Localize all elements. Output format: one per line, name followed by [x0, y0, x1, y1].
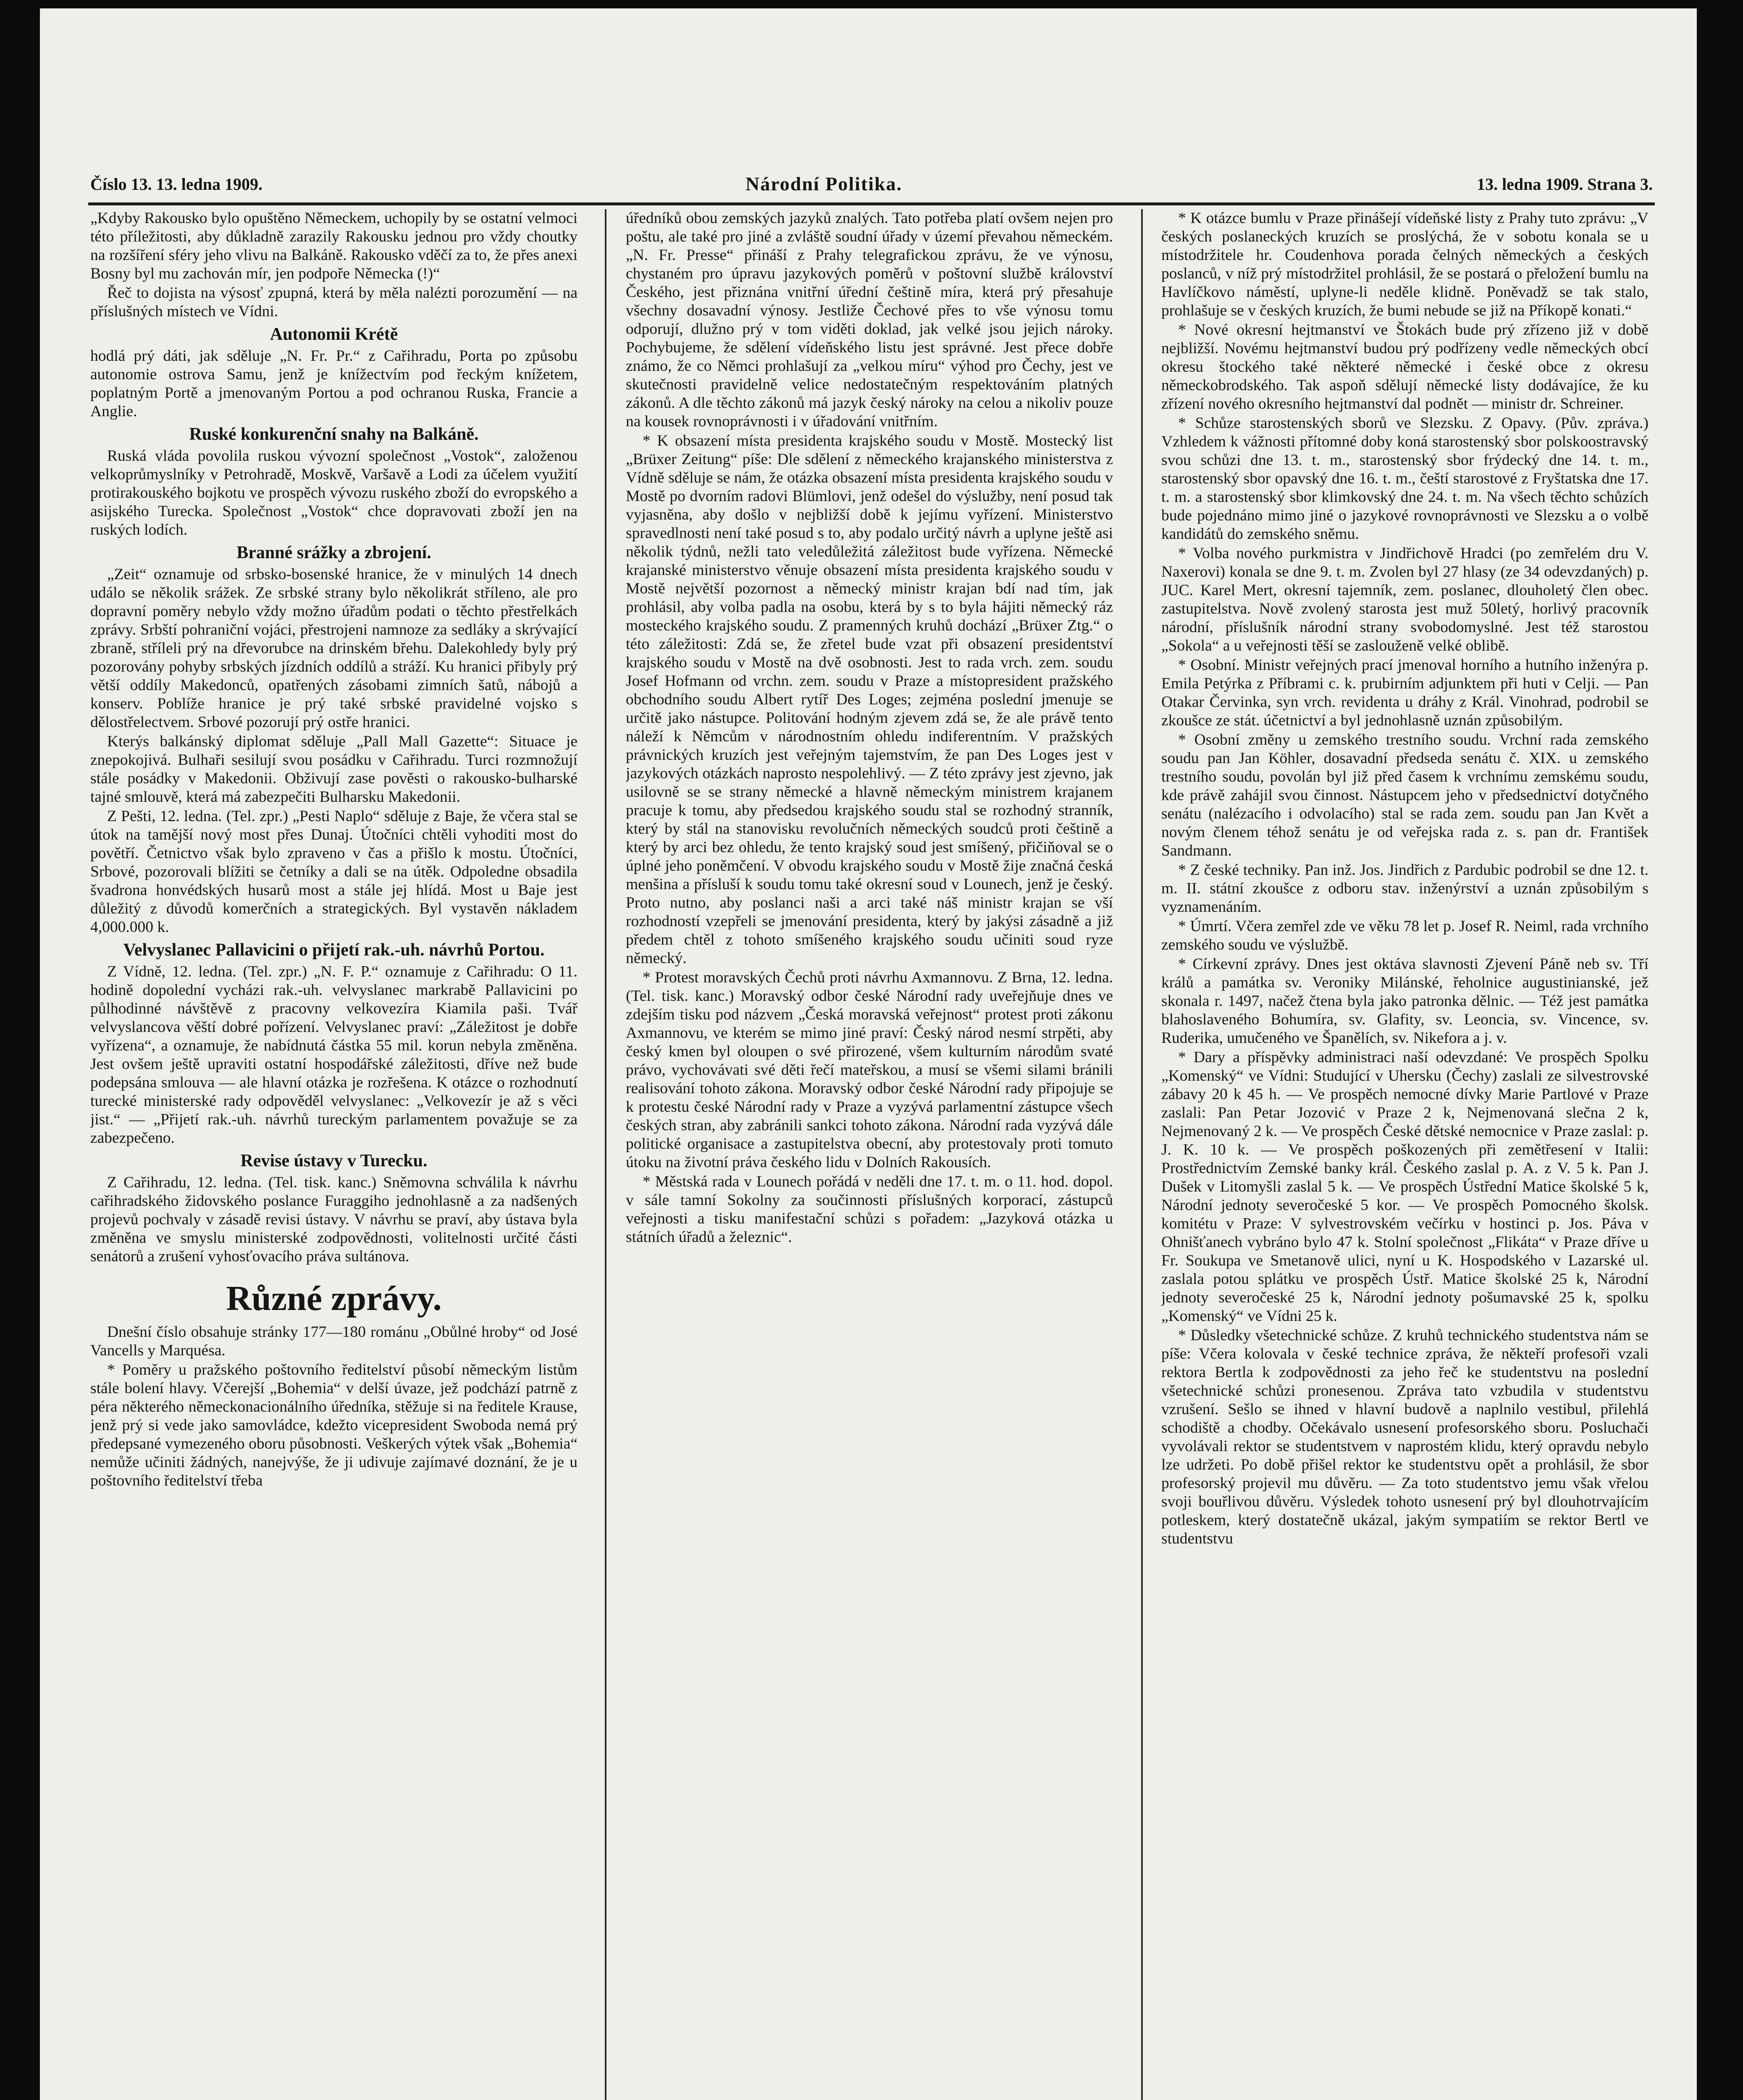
column-divider: [1141, 209, 1143, 2100]
article-text: * Důsledky všetechnické schůze. Z kruhů technického studentstva nám se píše: Včera kolovala v české technice zpráva, že někteří profesoři vzali rektora Bertla k zodpovědnosti za jeho řeč ke studentstvu na poslední všetechnické schůzi pronesenou. Zpráva tato vzbudila v studentstvu vzrušení. Sešlo se ihned v hlavní budově a naplnilo vestibul, přilehlá schodiště a chodby. Očekávalo usnesení profesorského sboru. Posluchači vyvolávali rektor se studentstvem v naprostém klidu, který opravdu nebylo lze udržeti. Po době přišel rektor ke studentstvu opět a prohlásil, že sbor profesorský projevil mu důvěru. — Za toto studentstvo jemu však vřelou svoji bouřlivou důvěru. Výsledek tohoto usnesení prý byl dlouhotrvajícím potleskem, který dostatečně ukázal, jakým sympatiím se rektor Bertl ve studentstvu: [1161, 1327, 1648, 1547]
article-text: Z Cařihradu, 12. ledna. (Tel. tisk. kanc.) Sněmovna schválila k návrhu cařihradského židovského poslance Furaggiho jednohlasně a za nadšených projevů pochvaly v zásadě revisi ústavy. V návrhu se praví, aby ústava byla změněna ve smyslu ministerské zodpovědnosti, volitelnosti určité části senátorů a zrušení vyhosťovacího práva sultánova.: [90, 1174, 578, 1265]
article-text: Ruská vláda povolila ruskou vývozní společnost „Vostok“, založenou velkoprůmyslníky v Petrohradě, Moskvě, Varšavě a Lodi za účelem využití protirakouského bojkotu ve prospěch vývozu ruského zboží do evropského a asijského Turecka. Společnost „Vostok“ chce dopravovati zboží jen na ruských lodích.: [90, 447, 578, 538]
article-text: * Úmrtí. Včera zemřel zde ve věku 78 let p. Josef R. Neiml, rada vrchního zemského soudu ve výslužbě.: [1161, 918, 1648, 953]
article-text: * Dary a příspěvky administraci naší odevzdané: Ve prospěch Spolku „Komenský“ ve Vídni: Studující v Uhersku (Čechy) zaslali ze silvestrovské zábavy 20 k 45 h. — Ve prospěch nemocné dívky Marie Partlové v Praze zaslali: Pan Petar Jozović v Praze 2 k, Nejmenovaná slečna 2 k, Nejmenovaný 2 k. — Ve prospěch České dětské nemocnice v Praze zaslal: p. J. K. 10 k. — Ve prospěch poškozených při zemětřesení v Italii: Prostřednictvím Zemské banky král. Českého zaslal p. A. z V. 5 k. Pan J. Dušek v Litomyšli zaslal 5 k. — Ve prospěch Ústřední Matice školské 5 k, Národní jednoty severočeské 5 kor. — Ve prospěch Pomocného školsk. komitétu v Praze: V sylvestrovském večírku v hostinci p. Jos. Páva v Ohnišťanech vybráno bylo 47 k. Stolní společnost „Flikáta“ v Praze dříve u Fr. Soukupa ve Smetanově ulici, nyní u K. Hospodského v Lazarské ul. zaslala potou splátku ve prospěch Ústř. Matice školské 25 k, Národní jednoty severočeské 25 k, Národní jednoty pošumavské 25 k, spolku „Komenský“ ve Vídni 25 k.: [1161, 1049, 1648, 1325]
article-heading: Ruské konkurenční snahy na Balkáně.: [189, 425, 479, 444]
article-text: * Nové okresní hejtmanství ve Štokách bude prý zřízeno již v době nejbližší. Novému hejtmanství budou prý podřízeny vedle německých obcí okresu štockého také některé německé i české obce z okresu německobrodského. Tak aspoň sdělují německé listy dodávajíce, že ku zřízení nového okresního hejtmanství dal podnět — ministr dr. Schreiner.: [1161, 321, 1648, 412]
article-text: * Církevní zprávy. Dnes jest oktáva slavnosti Zjevení Páně neb sv. Tří králů a památka sv. Veroniky Milánské, řeholnice augustinianské, jež skonala r. 1497, načež čtena byla jako patronka dělnic. — Též jest památka blahoslaveného Bohumíra, sv. Glafity, sv. Leoncia, sv. Vincence, sv. Ruderika, umučeného ve Španělích, sv. Nikefora a j. v.: [1161, 956, 1648, 1047]
column-2: [626, 209, 1113, 2100]
article-text: úředníků obou zemských jazyků znalých. Tato potřeba platí ovšem nejen pro poštu, ale také pro jiné a zvláště soudní úřady v území převahou německém. „N. Fr. Presse“ přináší z Prahy telegrafickou zprávu, že ve výnosu, chystaném pro úpravu jazykových poměrů v poštovní službě království Českého, jest přiznána vnitřní úřední češtině míra, která prý přesahuje všechny dosavadní výnosy. Jestliže Čechové přes to vše výnosu tomu odporují, dlužno prý v tom viděti doklad, jak velké jsou jejich nároky. Pochybujeme, že sdělení vídeňského listu jest správné. Jest přece dobře známo, že co Němci prohlašují za „velkou míru“ výhod pro Čechy, jest ve skutečnosti pravidelně velice nedostatečným respektováním platných zákonů. A dle těchto zákonů má jazyk český nároky na celou a nikoliv pouze na kousek rovnoprávnosti i v úřadování vnitřním.: [626, 210, 1113, 430]
article-text: * Volba nového purkmistra v Jindřichově Hradci (po zemřelém dru V. Naxerovi) konala se dne 9. t. m. Zvolen byl 27 hlasy (ze 34 odevzdaných) p. JUC. Karel Mert, okresní tajemník, zem. poslanec, dlouholetý člen obec. zastupitelstva. Nově zvolený starosta jest muž 50letý, horlivý pracovník národní, příslušník národní strany svobodomyslné. Jest též starostou „Sokola“ a u veřejnosti těší se zaslouženě velké oblibě.: [1161, 545, 1648, 654]
article-text: * Městská rada v Lounech pořádá v neděli dne 17. t. m. o 11. hod. dopol. v sále tamní Sokolny za součinnosti příslušných korporací, zástupců veřejnosti a tisku manifestační schůzi s pořadem: „Jazyková otázka u státních úřadů a železnic“.: [626, 1173, 1113, 1246]
article-text: „Kdyby Rakousko bylo opuštěno Německem, uchopily by se ostatní velmoci této příležitosti, aby důkladně zarazily Rakousku jednou pro vždy choutky na rozšíření sféry jeho vlivu na Balkáně. Rakousko vděčí za to, že přes anexi Bosny byl mu zachován mír, jen podpoře Německa (!)“: [90, 210, 578, 282]
article-text: * Osobní. Ministr veřejných prací jmenoval horního a hutního inženýra p. Emila Petýrka z Příbrami c. k. prubirním adjunktem při huti v Celji. — Pan Otakar Červinka, syn vrch. revidenta u dráhy z Král. Vinohrad, podrobil se zkoušce ze stát. účetnictví a byl jednohlasně uznán způsobilým.: [1161, 656, 1648, 729]
article-text: Dnešní číslo obsahuje stránky 177—180 románu „Obůlné hroby“ od José Vancells y Marquésa.: [90, 1323, 578, 1359]
column-1: [90, 209, 578, 2100]
article-text: „Zeit“ oznamuje od srbsko-bosenské hranice, že v minulých 14 dnech událo se několik srážek. Ze srbské strany bylo několikrát stříleno, ale pro dopravní poměry nebylo vždy možno úřadům podati o těchto přestřelkách zprávy. Srbští pohraniční vojáci, přestrojeni namnoze za sedláky a skrývající zbraně, stříleli prý na dřevorubce na drinském břehu. Dalekohledy byly prý pozorovány pohyby srbských jízdních oddílů a stráží. Ku hranici přibyly prý větší oddíly Makedonců, opatřených zásobami zimních šatů, nábojů a konserv. Poblíže hranice je prý také srbské pravidelné vojsko s dělostřelectvem. Srbové pozorují prý ostře hranici.: [90, 566, 578, 731]
article-text: * Z české techniky. Pan inž. Jos. Jindřich z Pardubic podrobil se dne 12. t. m. II. státní zkoušce z odboru stav. inženýrství a uznán způsobilým s vyznamenáním.: [1161, 861, 1648, 916]
article-text: * K obsazení místa presidenta krajského soudu v Mostě. Mostecký list „Brüxer Zeitung“ píše: Dle sdělení z německého krajanského ministerstva z Vídně sděluje se nám, že otázka obsazení místa presidenta krajského soudu v Mostě po dvorním radovi Blümlovi, jenž odešel do výslužby, není posud tak vyjasněna, aby došlo v nejbližší době k jejímu vyřízení. Ministerstvo spravedlnosti není také posud s to, aby podalo určitý návrh a uplyne ještě asi několik týdnů, nežli tato veledůležitá záležitost bude vyřízena. Německé krajanské ministerstvo věnuje obsazení místa presidenta krajského soudu v Mostě největší pozornost a německý ministr krajan bdí nad tím, jak prohlásil, aby volba padla na osobu, která by s to byla hájiti německý ráz mosteckého krajského soudu. Z pramenných kruhů dochází „Brüxer Ztg.“ o této záležitosti: Zdá se, že zřetel bude vzat při obsazení presidentství krajského soudu v Mostě na dvě osobnosti. Jest to rada vrch. zem. soudu Josef Hofmann od vrchn. zem. soudu v Praze a místopresident pražského obchodního soudu Albert rytíř Des Loges; zejména poslední jmenuje se určitě jako nástupce. Politování hodným zjevem zdá se, že ale právě tento náleží k Němcům v národnostním ohledu indiferentním. V pražských právnických kruzích jest veřejným tajemstvím, že pan Des Loges jest v jazykových otázkách naprosto nespolehlivý. — Z této zprávy jest zjevno, jak usilovně se se strany německé a hlavně německým ministrem krajanem pracuje k tomu, aby předsedou krajského soudu stal se rozhodný stranník, který by stál na stanovisku revolučních německých soudců proti češtině a který by arci bez ohledu, že tento krajský soud jest smíšený, přičiňoval se o úplné jeho poněmčení. V obvodu krajského soudu v Mostě žije značná česká menšina a přísluší k soudu tomu také okresní soud v Lounech, jenž je český. Proto nutno, aby poslanci naši a arci také náš ministr krajan se vší rozhodností vzepřeli se jmenování presidenta, který by jakýsi zásadně a již předem chtěl z tohoto smíšeného krajského soudu učiniti soud ryze německý.: [626, 432, 1113, 967]
article-heading: Autonomii Krétě: [270, 325, 398, 344]
column-divider: [605, 209, 606, 2100]
article-heading: Revise ústavy v Turecku.: [240, 1151, 428, 1171]
newspaper-page: [40, 8, 1697, 2100]
section-heading: Různé zprávy.: [226, 1279, 442, 1318]
article-text: Řeč to dojista na výsosť zpupná, která by měla nalézti porozumění — na příslušných místech ve Vídni.: [90, 284, 578, 320]
article-heading: Velvyslanec Pallavicini o přijetí rak.-uh. návrhů Portou.: [123, 940, 545, 960]
column-3: [1161, 209, 1648, 2100]
article-text: Kterýs balkánský diplomat sděluje „Pall Mall Gazette“: Situace je znepokojivá. Bulhaři sesilují svou posádku v Cařihradu. Turci rozmnožují stále posádky v Makedonii. Obživují zase pověsti o rakousko-bulharské tajné smlouvě, která má zabezpečiti Bulharsku Makedonii.: [90, 733, 578, 806]
page-header: [90, 174, 1653, 200]
article-heading: Branné srážky a zbrojení.: [236, 543, 431, 562]
article-text: * Protest moravských Čechů proti návrhu Axmannovu. Z Brna, 12. ledna. (Tel. tisk. kanc.) Moravský odbor české Národní rady uveřejňuje dnes ve zdejším tisku pod názvem „Česká moravská veřejnost“ protest proti zákonu Axmannovu, ve kterém se mimo jiné praví: Český národ nesmí strpěti, aby český kmen byl oloupen o své přirozené, všem kulturním národům svaté právo, vychovávati své děti řečí mateřskou, a musí se všemi silami bránili realisování tohoto zákona. Moravský odbor české Národní rady připojuje se k protestu české Národní rady v Praze a vyzývá parlamentní zástupce všech českých stran, aby zabránili sankci tohoto zákona. Národní rada vyzývá dále politické organisace a zastupitelstva obecní, aby protestovaly proti tomuto útoku na životní práva českého lidu v Dolních Rakousích.: [626, 969, 1113, 1171]
header-rule: [88, 202, 1655, 205]
article-text: * Schůze starostenských sborů ve Slezsku. Z Opavy. (Pův. zpráva.) Vzhledem k vážnosti přítomné doby koná starostenský sbor polskoostravský svou schůzi dne 13. t. m., starostenský sbor frýdecký dne 14. t. m., starostenský sbor opavský dne 16. t. m., čeští starostové z Fryštatska dne 17. t. m. a starostenský sbor klimkovský dne 24. t. m. Na všech těchto schůzích bude pojednáno mimo jiné o jazykové rovnoprávnosti ve Slezsku a o volbě kandidátů do zemského sněmu.: [1161, 415, 1648, 543]
article-text: Z Vídně, 12. ledna. (Tel. zpr.) „N. F. P.“ oznamuje z Cařihradu: O 11. hodině dopolední vycházi rak.-uh. velvyslanec markrabě Pallavicini po půlhodinné návštěvě z pracovny velkovezíra Kiamila paši. Tvář velvyslancova věští dobré pořízení. Velvyslanec praví: „Záležitost je dobře vyřízena“, a oznamuje, že nabídnutá částka 55 mil. korun nebyla změněna. Jest ovšem ještě upraviti ostatní hospodářské záležitosti, dříve než bude podepsána smlouva — ale hlavní otázka je rozřešena. K otázce o rozhodnutí turecké ministerské rady odpověděl velvyslanec: „Velkovezír je až s věci jist.“ — „Přijetí rak.-uh. návrhů tureckým parlamentem považuje se za zabezpečeno.: [90, 963, 578, 1147]
article-text: * Poměry u pražského poštovního ředitelství působí německým listům stále bolení hlavy. Včerejší „Bohemia“ v delší úvaze, jež podchází patrně z péra některého německonacionálního úředníka, stěžuje si na ředitele Krause, jenž prý si vede jako samovládce, kdežto vicepresident Swoboda nemá prý předepsané vymezeného oboru působnosti. Veškerých výtek však „Bohemia“ nemůže učiniti žádných, nanejvýše, že ji udivuje zajímavé doznání, že je u poštovního ředitelství třeba: [90, 1361, 578, 1489]
article-text: * K otázce bumlu v Praze přinášejí vídeňské listy z Prahy tuto zprávu: „V českých poslaneckých kruzích se proslýchá, že v sobotu konala se u místodržitele hr. Coudenhova porada čelných německých a českých poslanců, v níž prý místodržitel prohlásil, že se postará o přeložení bumlu na Havlíčkovo náměstí, uplyne-li neděle klidně. Poněvadž se tak stalo, prohlašuje se v českých kruzích, že bumi nebude se již na Příkopě konati.“: [1161, 210, 1648, 319]
article-text: Z Pešti, 12. ledna. (Tel. zpr.) „Pesti Naplo“ sděluje z Baje, že včera stal se útok na tamější nový most přes Dunaj. Útočníci chtěli vyhoditi most do povětří. Četnictvo však bylo zpraveno v čas a přišlo k mostu. Útočníci, Srbové, pozorovali blížiti se četníky a dali se na útěk. Odpoledne obsadila švadrona honvédských husarů most a stále jej hlídá. Most u Baje jest důležitý z důvodů komerčních a strategických. Byl vystavěn nákladem 4,000.000 k.: [90, 808, 578, 936]
masthead-title: Národní Politika.: [746, 173, 903, 194]
date-and-page: 13. ledna 1909. Strana 3.: [1477, 175, 1653, 194]
issue-number: Číslo 13. 13. ledna 1909.: [90, 175, 263, 194]
article-text: hodlá prý dáti, jak sděluje „N. Fr. Pr.“ z Cařihradu, Porta po způsobu autonomie ostrova Samu, jenž je knížectvím pod řeckým knížetem, poplatným Portě a jmenovaným Portou a pod ochranou Ruska, Francie a Anglie.: [90, 347, 578, 420]
article-text: * Osobní změny u zemského trestního soudu. Vrchní rada zemského soudu pan Jan Köhler, dosavadní předseda senátu č. XIX. u zemského trestního soudu, povolán byl již před časem k vrchnímu zemskému soudu, kde právě zahájil svou činnost. Nástupcem jeho v předsednictví dotyčného senátu (nalézacího i odvolacího) stal se rada zem. soudu pan Jan Květ a novým členem téhož senátu je od veřejska rada z. s. pan dr. František Sandmann.: [1161, 731, 1648, 859]
